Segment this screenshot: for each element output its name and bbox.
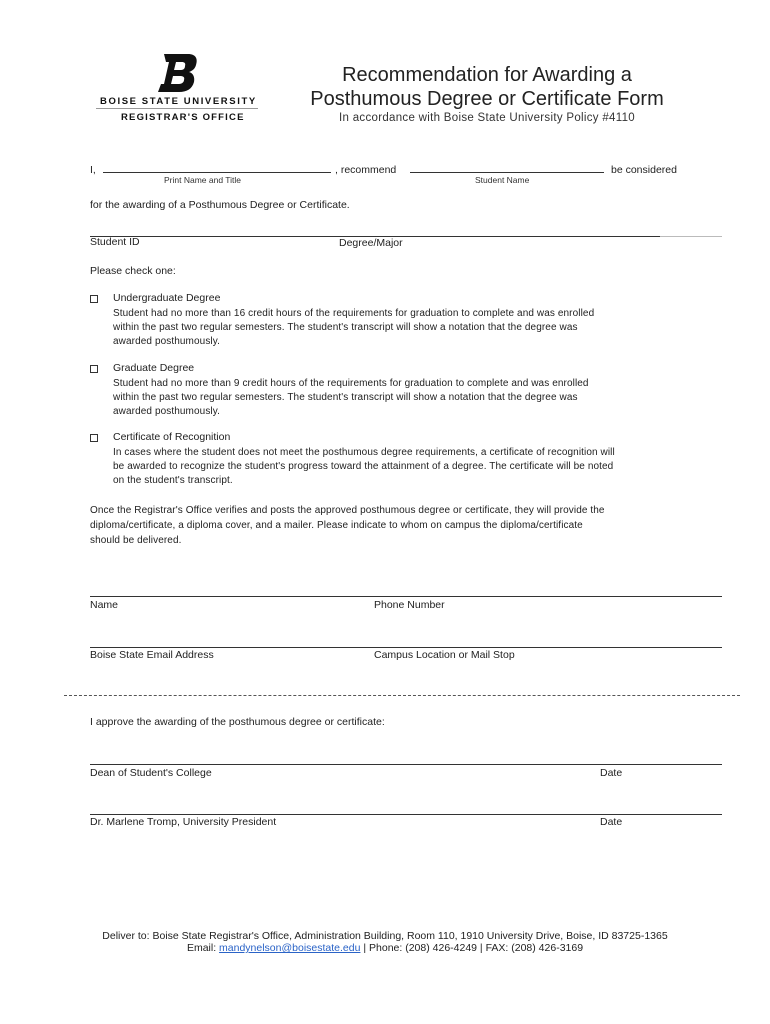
- undergraduate-label: Undergraduate Degree: [113, 292, 221, 304]
- dean-date-label: Date: [600, 767, 623, 779]
- page-title-line2: Posthumous Degree or Certificate Form: [310, 88, 664, 110]
- email-label: Boise State Email Address: [90, 649, 214, 661]
- undergraduate-desc-2: within the past two regular semesters. The student's transcript will show a notation that the degree was: [113, 322, 578, 333]
- dean-signature-field[interactable]: [90, 764, 722, 765]
- certificate-label: Certificate of Recognition: [113, 431, 231, 443]
- footer-phone-fax: | Phone: (208) 426-4249 | FAX: (208) 426-3169: [360, 942, 584, 954]
- phone-label: Phone Number: [374, 599, 445, 611]
- degree-major-label: Degree/Major: [339, 237, 403, 249]
- name-label: Name: [90, 599, 119, 611]
- delivery-text-2: diploma/certificate, a diploma cover, and a mailer. Please indicate to whom on campus the diploma/certificate: [90, 520, 583, 531]
- email-link[interactable]: mandynelson@boisestate.edu: [219, 942, 361, 954]
- check-instruction: Please check one:: [90, 265, 176, 277]
- print-name-caption: Print Name and Title: [164, 175, 242, 185]
- delivery-text-1: Once the Registrar's Office verifies and posts the approved posthumous degree or certificate, they will provide the: [90, 505, 605, 516]
- graduate-checkbox[interactable]: [90, 365, 98, 373]
- footer-contact: [0, 942, 770, 954]
- footer-email-prefix: Email:: [186, 942, 220, 954]
- recommend-label: , recommend: [335, 164, 397, 176]
- university-name: BOISE STATE UNIVERSITY: [100, 96, 257, 107]
- awarding-text: for the awarding of a Posthumous Degree or Certificate.: [90, 199, 350, 211]
- field-line-extension: [660, 236, 722, 237]
- policy-subtitle: In accordance with Boise State University Policy #4110: [339, 112, 635, 124]
- student-name-caption: Student Name: [475, 175, 530, 185]
- graduate-desc-2: within the past two regular semesters. The student's transcript will show a notation that the degree was: [113, 392, 578, 403]
- graduate-desc-3: awarded posthumously.: [113, 406, 220, 417]
- i-label: I,: [90, 164, 96, 176]
- undergraduate-checkbox[interactable]: [90, 295, 98, 303]
- logo-divider: [96, 108, 258, 109]
- certificate-checkbox[interactable]: [90, 434, 98, 442]
- footer-address: Deliver to: Boise State Registrar's Office, Administration Building, Room 110, 1910 University Drive, Boise, ID 83725-1365: [102, 930, 668, 942]
- certificate-desc-3: on the student's transcript.: [113, 475, 233, 486]
- certificate-desc-2: be awarded to recognize the student's progress toward the attainment of a degree. The certificate will be noted: [113, 461, 614, 472]
- dean-label: Dean of Student's College: [90, 767, 212, 779]
- certificate-desc-1: In cases where the student does not meet the posthumous degree requirements, a certificate of recognition will: [113, 447, 615, 458]
- president-label: Dr. Marlene Tromp, University President: [90, 816, 277, 828]
- name-phone-field[interactable]: [90, 596, 722, 597]
- delivery-text-3: should be delivered.: [90, 535, 182, 546]
- approval-statement: I approve the awarding of the posthumous degree or certificate:: [90, 716, 385, 728]
- graduate-desc-1: Student had no more than 9 credit hours of the requirements for graduation to complete and was enrolled: [113, 378, 589, 389]
- boise-state-b-logo: [158, 54, 198, 92]
- undergraduate-desc-1: Student had no more than 16 credit hours of the requirements for graduation to complete and was enrolled: [113, 308, 595, 319]
- graduate-label: Graduate Degree: [113, 362, 195, 374]
- section-divider: [64, 695, 740, 696]
- considered-label: be considered: [611, 164, 677, 176]
- page-title-line1: Recommendation for Awarding a: [342, 64, 632, 86]
- president-date-label: Date: [600, 816, 623, 828]
- president-signature-field[interactable]: [90, 814, 722, 815]
- undergraduate-desc-3: awarded posthumously.: [113, 336, 220, 347]
- location-label: Campus Location or Mail Stop: [374, 649, 515, 661]
- office-name: REGISTRAR'S OFFICE: [121, 112, 245, 123]
- student-name-field[interactable]: [410, 172, 604, 173]
- student-id-label: Student ID: [90, 236, 140, 248]
- print-name-field[interactable]: [103, 172, 331, 173]
- email-location-field[interactable]: [90, 647, 722, 648]
